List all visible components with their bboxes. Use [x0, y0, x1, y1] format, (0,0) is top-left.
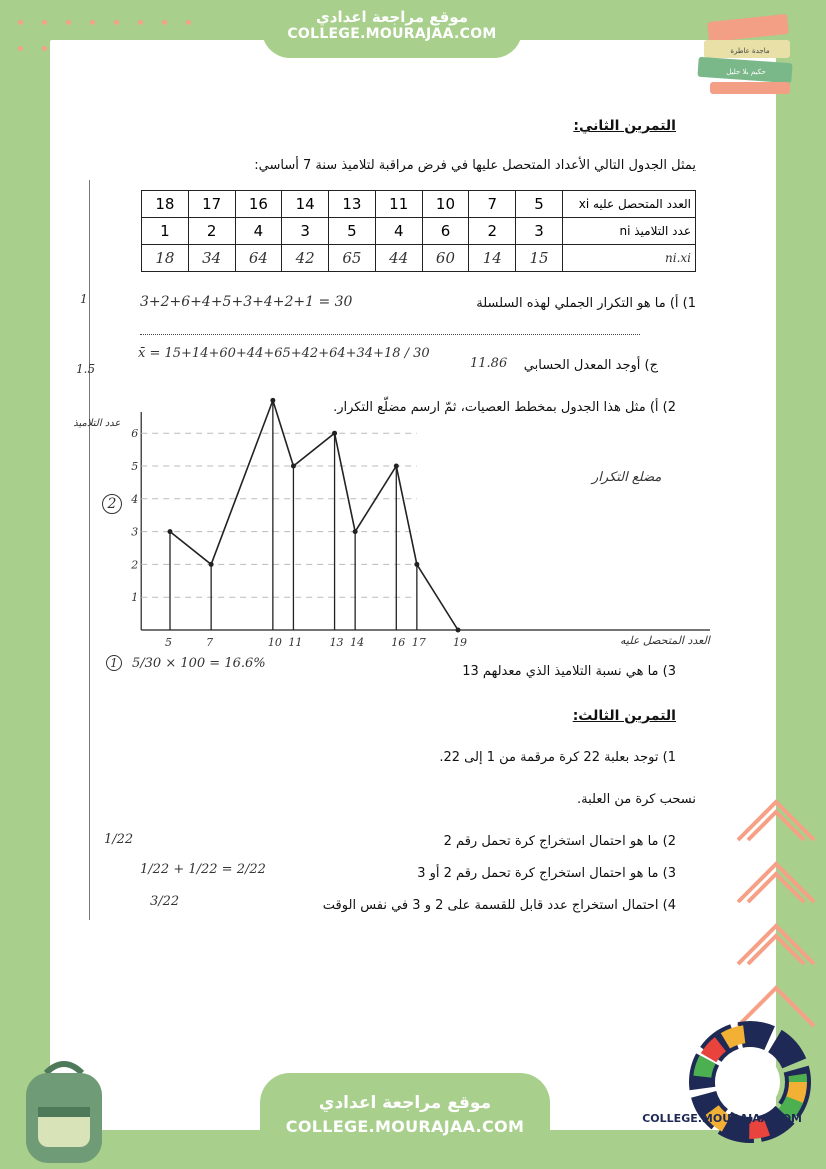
y-tick-label: 4	[131, 492, 139, 506]
x-tick-label: 19	[453, 636, 467, 649]
ex3-question-3: 3) ما هو احتمال استخراج كرة تحمل رقم 2 أو 3	[417, 866, 676, 881]
dot	[186, 20, 191, 25]
margin-mark: 1	[80, 292, 88, 306]
x-axis-label: العدد المتحصل عليه	[620, 634, 710, 647]
margin-mark: 1	[106, 655, 122, 671]
table-row-label: العدد المتحصل عليه xi	[563, 191, 696, 218]
dot	[18, 20, 23, 25]
table-cell: 14	[469, 245, 516, 272]
ex3-answer-2: 1/22	[104, 832, 134, 847]
table-row	[142, 191, 696, 218]
y-tick-label: 3	[131, 525, 139, 539]
x-tick-label: 7	[206, 636, 214, 649]
book-label-2: حكيم بلا جليل	[726, 68, 766, 76]
table-row	[142, 245, 696, 272]
x-tick-label: 5	[165, 636, 172, 649]
table-cell: 13	[329, 191, 376, 218]
y-axis-label: عدد التلاميذ	[73, 418, 121, 429]
table-cell: 10	[422, 191, 469, 218]
backpack-icon	[16, 1055, 112, 1165]
question-1a: 1) أ) ما هو التكرار الجملي لهذه السلسلة	[476, 296, 696, 311]
table-cell: 15	[516, 245, 563, 272]
table-cell: 4	[375, 218, 422, 245]
dotted-line	[140, 334, 640, 335]
frequency-table	[141, 190, 696, 272]
question-2a: 2) أ) مثل هذا الجدول بمخطط العصيات، ثمّ ارسم مضلّع التكرار.	[333, 400, 676, 415]
table-cell: 3	[516, 218, 563, 245]
question-1b: ج) أوجد المعدل الحسابي	[523, 358, 658, 373]
table-cell: 6	[422, 218, 469, 245]
margin-line	[89, 180, 90, 920]
table-cell: 11	[375, 191, 422, 218]
ex3-question-2: 2) ما هو احتمال استخراج كرة تحمل رقم 2	[443, 834, 676, 849]
y-tick-label: 2	[131, 558, 139, 572]
table-cell: 5	[516, 191, 563, 218]
dot	[162, 20, 167, 25]
margin-mark: 2	[102, 494, 122, 514]
table-cell: 2	[469, 218, 516, 245]
ex3-question-1: 1) توجد بعلبة 22 كرة مرقمة من 1 إلى 22.	[439, 750, 676, 765]
table-cell: 4	[235, 218, 282, 245]
table-row-label: عدد التلاميذ ni	[563, 218, 696, 245]
x-tick-label: 10	[267, 636, 282, 649]
table-cell: 34	[188, 245, 235, 272]
footer-banner	[260, 1073, 550, 1169]
table-cell: 14	[282, 191, 329, 218]
dot	[42, 20, 47, 25]
table-cell: 65	[329, 245, 376, 272]
header-banner	[262, 0, 522, 58]
header-arabic: موقع مراجعة اعدادي	[316, 8, 468, 26]
dot	[138, 20, 143, 25]
table-cell: 18	[142, 191, 189, 218]
table-cell: 44	[375, 245, 422, 272]
table-cell: 1	[142, 218, 189, 245]
footer-site[interactable]: COLLEGE.MOURAJAA.COM	[285, 1117, 525, 1136]
table-cell: 42	[282, 245, 329, 272]
x-tick-label: 13	[329, 636, 344, 649]
table-row-label: ni.xi	[563, 245, 696, 272]
header-site[interactable]: COLLEGE.MOURAJAA.COM	[287, 26, 497, 42]
chevron-up-icon	[734, 792, 818, 1032]
polygon-label: مضلع التكرار	[592, 470, 662, 485]
table-cell: 7	[469, 191, 516, 218]
question-3: 3) ما هي نسبة التلاميذ الذي معدلهم 13	[462, 664, 676, 679]
dot	[114, 20, 119, 25]
margin-mark: 1.5	[76, 362, 96, 376]
y-tick-label: 6	[131, 427, 139, 441]
answer-3: 5/30 × 100 = 16.6%	[132, 656, 266, 671]
ex3-answer-3: 1/22 + 1/22 = 2/22	[140, 862, 266, 877]
table-cell: 60	[422, 245, 469, 272]
exercise-2-title: التمرين الثاني:	[573, 118, 676, 134]
table-cell: 2	[188, 218, 235, 245]
ex3-draw: نسحب كرة من العلبة.	[577, 792, 696, 807]
table-cell: 17	[188, 191, 235, 218]
x-tick-label: 16	[391, 636, 406, 649]
y-tick-label: 1	[131, 591, 139, 605]
bar-chart	[73, 408, 720, 649]
table-cell: 3	[282, 218, 329, 245]
x-tick-label: 17	[411, 636, 426, 649]
answer-1b-result: 11.86	[470, 356, 508, 371]
table-cell: 64	[235, 245, 282, 272]
table-cell: 18	[142, 245, 189, 272]
logo-text: COLLEGE.MOURAJAA.COM	[642, 1112, 802, 1125]
ex3-question-4: 4) احتمال استخراج عدد قابل للقسمة على 2 و 3 في نفس الوقت	[322, 898, 676, 913]
book-label-1: ماجدة عاطرة	[730, 47, 770, 55]
answer-1a: 3+2+6+4+5+3+4+2+1 = 30	[140, 294, 353, 310]
dot	[42, 46, 47, 51]
dot	[90, 20, 95, 25]
dot	[18, 46, 23, 51]
frequency-polygon	[170, 400, 458, 630]
footer-arabic: موقع مراجعة اعدادي	[318, 1093, 492, 1113]
y-tick-label: 5	[131, 460, 139, 473]
exercise-2-intro: يمثل الجدول التالي الأعداد المتحصل عليها في فرض مراقبة لتلاميذ سنة 7 أساسي:	[254, 158, 696, 173]
table-cell: 5	[329, 218, 376, 245]
x-tick-label: 11	[288, 636, 303, 649]
exercise-3-title: التمرين الثالث:	[572, 708, 676, 724]
table-cell: 16	[235, 191, 282, 218]
ex3-answer-4: 3/22	[150, 894, 180, 909]
table-row	[142, 218, 696, 245]
answer-1b: x̄ = 15+14+60+44+65+42+64+34+18 / 30	[138, 346, 430, 361]
books-icon	[690, 10, 810, 100]
dot	[66, 20, 71, 25]
x-tick-label: 14	[350, 636, 365, 649]
